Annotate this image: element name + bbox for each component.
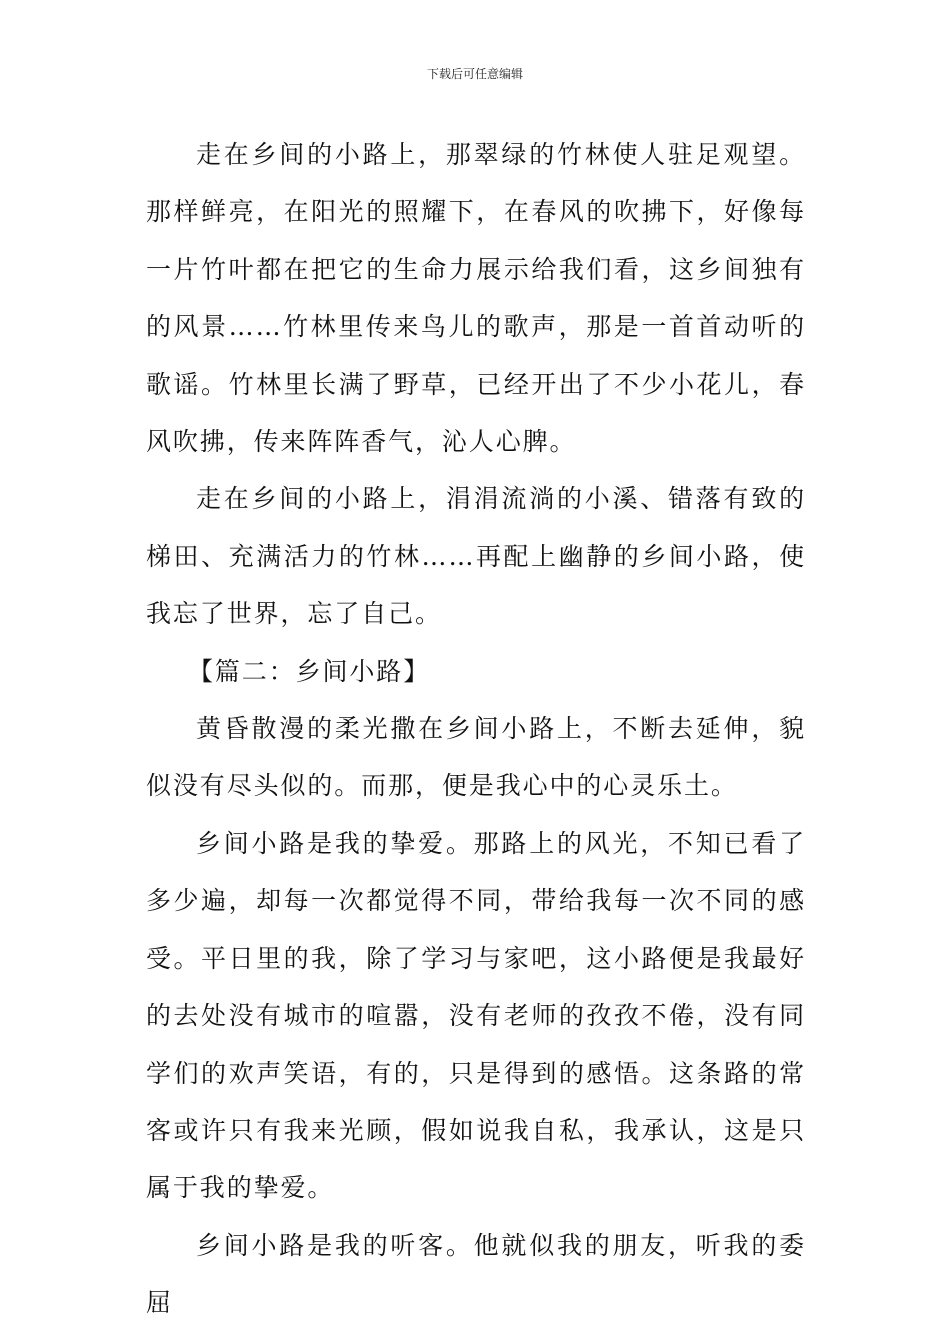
body-paragraph-1: 走在乡间的小路上，那翠绿的竹林使人驻足观望。那样鲜亮，在阳光的照耀下，在春风的吹拂下，好像每一片竹叶都在把它的生命力展示给我们看，这乡间独有的风景……竹林里传来鸟儿的歌声，那是一首首动听的歌谣。竹林里长满了野草，已经开出了不少小花儿，春风吹拂，传来阵阵香气，沁人心脾。 <box>146 140 806 457</box>
body-paragraph-2: 走在乡间的小路上，涓涓流淌的小溪、错落有致的梯田、充满活力的竹林……再配上幽静的乡间小路，使我忘了世界，忘了自己。 <box>146 484 806 629</box>
section-paragraph-1: 黄昏散漫的柔光撒在乡间小路上，不断去延伸，貌似没有尽头似的。而那，便是我心中的心灵乐土。 <box>146 714 806 801</box>
section-paragraph-3: 乡间小路是我的听客。他就似我的朋友，听我的委屈 <box>146 1230 806 1318</box>
document-body <box>146 126 806 1332</box>
page-header: 下载后可任意编辑 <box>426 67 523 81</box>
section-heading: 【篇二：乡间小路】 <box>188 656 431 686</box>
section-paragraph-2: 乡间小路是我的挚爱。那路上的风光，不知已看了多少遍，却每一次都觉得不同，带给我每一次不同的感受。平日里的我，除了学习与家吧，这小路便是我最好的去处没有城市的喧嚣，没有老师的孜孜不倦，没有同学们的欢声笑语，有的，只是得到的感悟。这条路的常客或许只有我来光顾，假如说我自私，我承认，这是只属于我的挚爱。 <box>146 828 806 1203</box>
